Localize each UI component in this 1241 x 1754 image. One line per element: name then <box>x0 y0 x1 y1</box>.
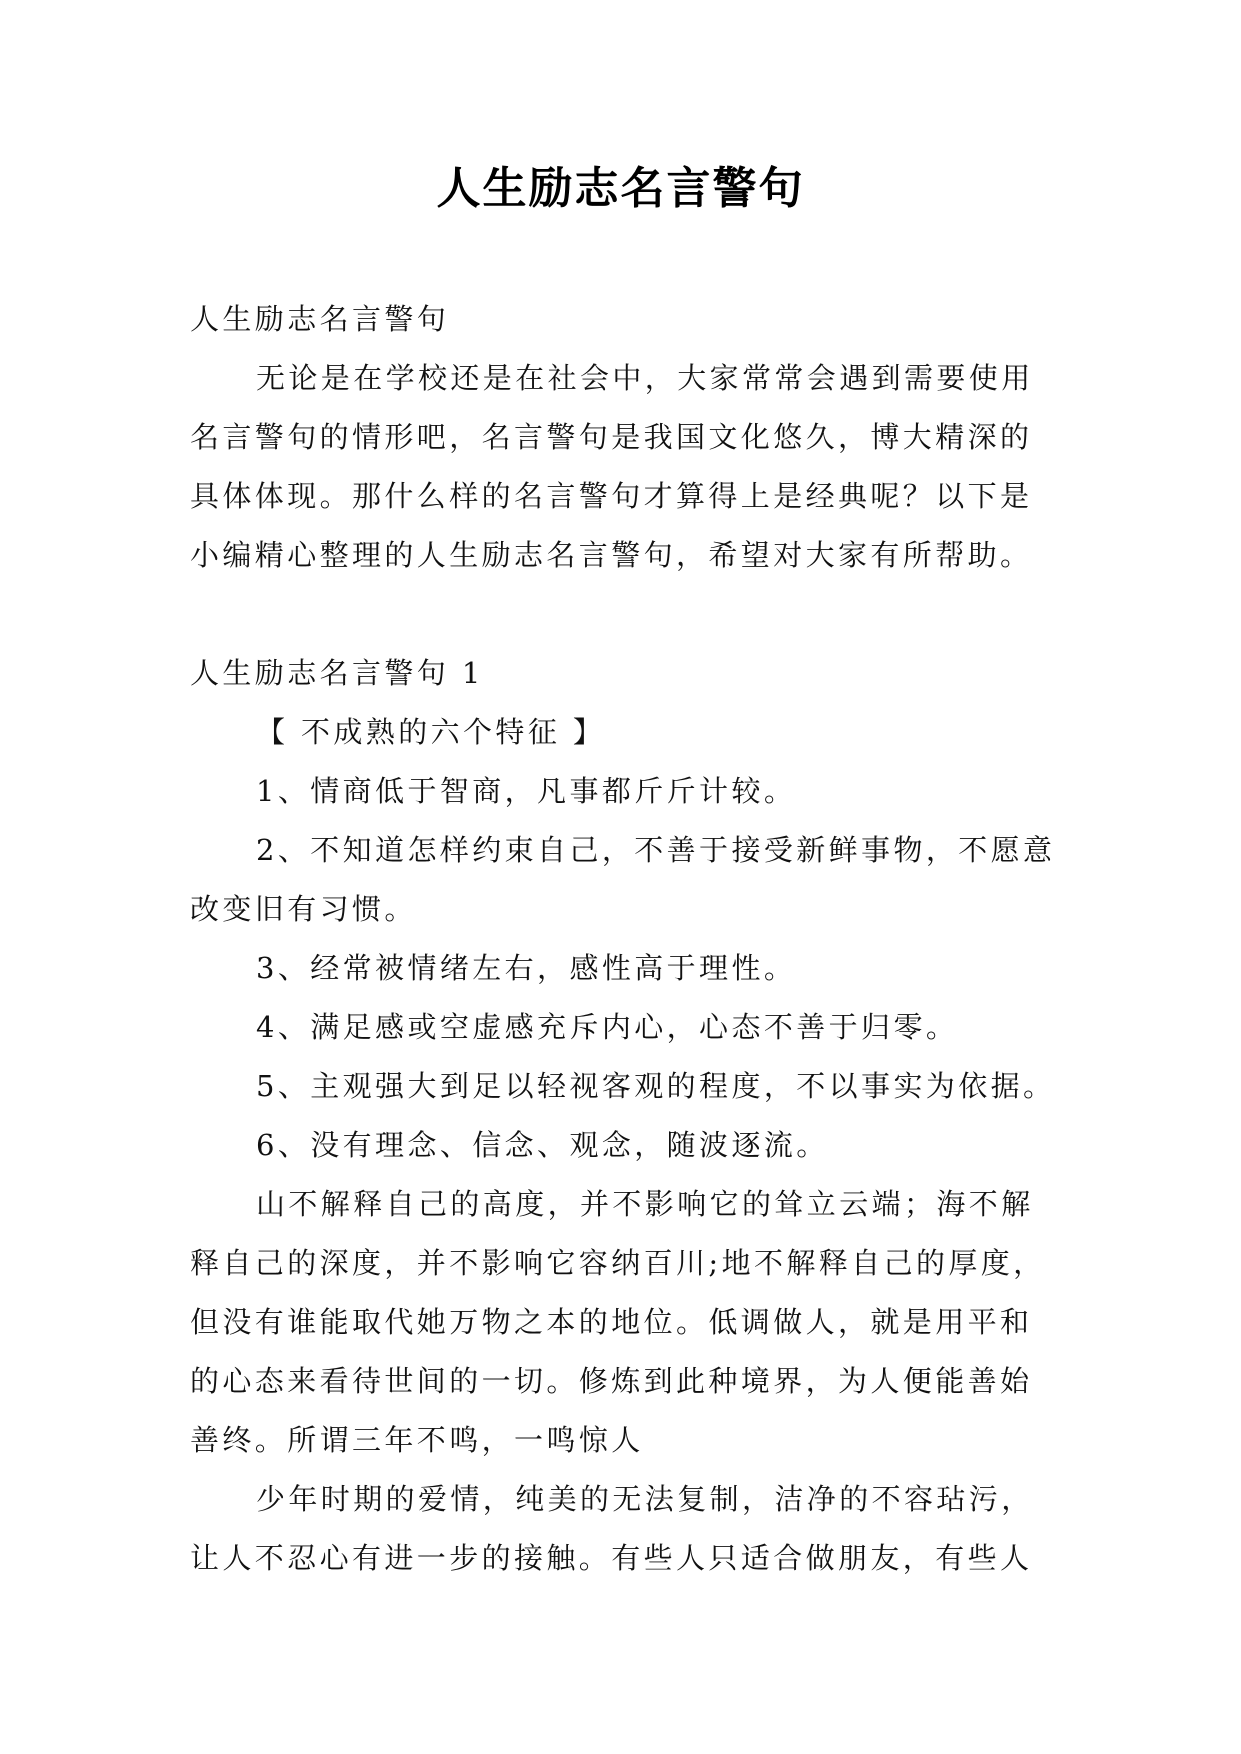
bracket-title: 【 不成熟的六个特征 】 <box>256 715 606 749</box>
section-spacer <box>190 585 1062 644</box>
section-heading: 人生励志名言警句 1 <box>190 656 484 690</box>
list-item: 6、没有理念、信念、观念，随波逐流。 <box>256 1128 829 1162</box>
document-title: 人生励志名言警句 <box>436 163 805 214</box>
list-item: 3、经常被情绪左右，感性高于理性。 <box>256 951 797 985</box>
intro-paragraph: 无论是在学校还是在社会中，大家常常会遇到需要使用名言警句的情形吧，名言警句是我国文化悠久，博大精深的具体体现。那什么样的名言警句才算得上是经典呢？以下是小编精心整理的人生励志名言警句，希望对大家有所帮助。 <box>190 361 1034 572</box>
document-body <box>190 290 1062 1588</box>
youth-paragraph: 少年时期的爱情，纯美的无法复制，洁净的不容玷污，让人不忍心有进一步的接触。有些人只适合做朋友，有些人 <box>190 1482 1034 1575</box>
mountain-paragraph: 山不解释自己的高度，并不影响它的耸立云端；海不解释自己的深度，并不影响它容纳百川;地不解释自己的厚度，但没有谁能取代她万物之本的地位。低调做人，就是用平和的心态来看待世间的一切。修炼到此种境界，为人便能善始善终。所谓三年不鸣，一鸣惊人 <box>190 1187 1046 1457</box>
list-item: 1、情商低于智商，凡事都斤斤计较。 <box>256 774 797 808</box>
list-item: 4、满足感或空虚感充斥内心，心态不善于归零。 <box>256 1010 959 1044</box>
document-subtitle: 人生励志名言警句 <box>190 302 450 336</box>
list-item: 5、主观强大到足以轻视客观的程度，不以事实为依据。 <box>256 1069 1056 1103</box>
list-item: 2、不知道怎样约束自己，不善于接受新鲜事物，不愿意改变旧有习惯。 <box>190 833 1056 926</box>
